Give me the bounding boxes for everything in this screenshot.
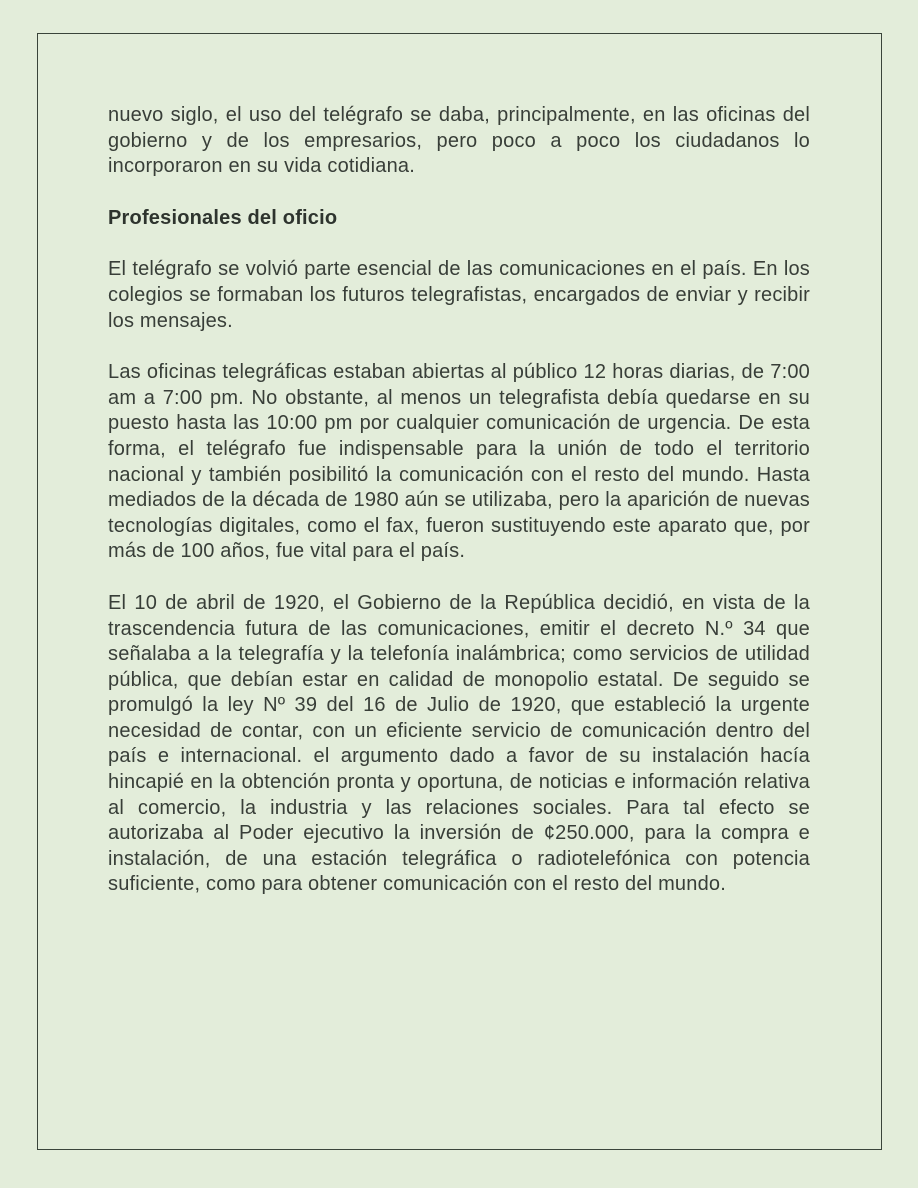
paragraph-decreto-1920: El 10 de abril de 1920, el Gobierno de la República decidió, en vista de la trascendencia futura de las comunicaciones, emitir el decreto N.º 34 que señalaba a la telegrafía y la telefonía inalámbrica; como servicios de utilidad pública, que debían estar en calidad de monopolio estatal. De seguido se promulgó la ley Nº 39 del 16 de Julio de 1920, que estableció la urgente necesidad de contar, con un eficiente servicio de comunicación dentro del país e internacional. el argumento dado a favor de su instalación hacía hincapié en la obtención pronta y oportuna, de noticias e información relativa al comercio, la industria y las relaciones sociales. Para tal efecto se autorizaba al Poder ejecutivo la inversión de ¢250.000, para la compra e instalación, de una estación telegráfica o radiotelefónica con potencia suficiente, como para obtener comunicación con el resto del mundo. <box>108 591 810 896</box>
paragraph-oficinas: Las oficinas telegráficas estaban abiertas al público 12 horas diarias, de 7:00 am a 7:00 pm. No obstante, al menos un telegrafista debía quedarse en su puesto hasta las 10:00 pm por cualquier comunicación de urgencia. De esta forma, el telégrafo fue indispensable para la unión de todo el territorio nacional y también posibilitó la comunicación con el resto del mundo. Hasta mediados de la década de 1980 aún se utilizaba, pero la aparición de nuevas tecnologías digitales, como el fax, fueron sustituyendo este aparato que, por más de 100 años, fue vital para el país. <box>108 361 810 563</box>
paragraph-telegrafistas: El telégrafo se volvió parte esencial de las comunicaciones en el país. En los colegios se formaban los futuros telegrafistas, encargados de enviar y recibir los mensajes. <box>108 258 810 332</box>
section-heading: Profesionales del oficio <box>108 206 338 229</box>
document-text-block <box>108 103 810 924</box>
paragraph-intro: nuevo siglo, el uso del telégrafo se daba, principalmente, en las oficinas del gobierno y de los empresarios, pero poco a poco los ciudadanos lo incorporaron en su vida cotidiana. <box>108 104 810 178</box>
